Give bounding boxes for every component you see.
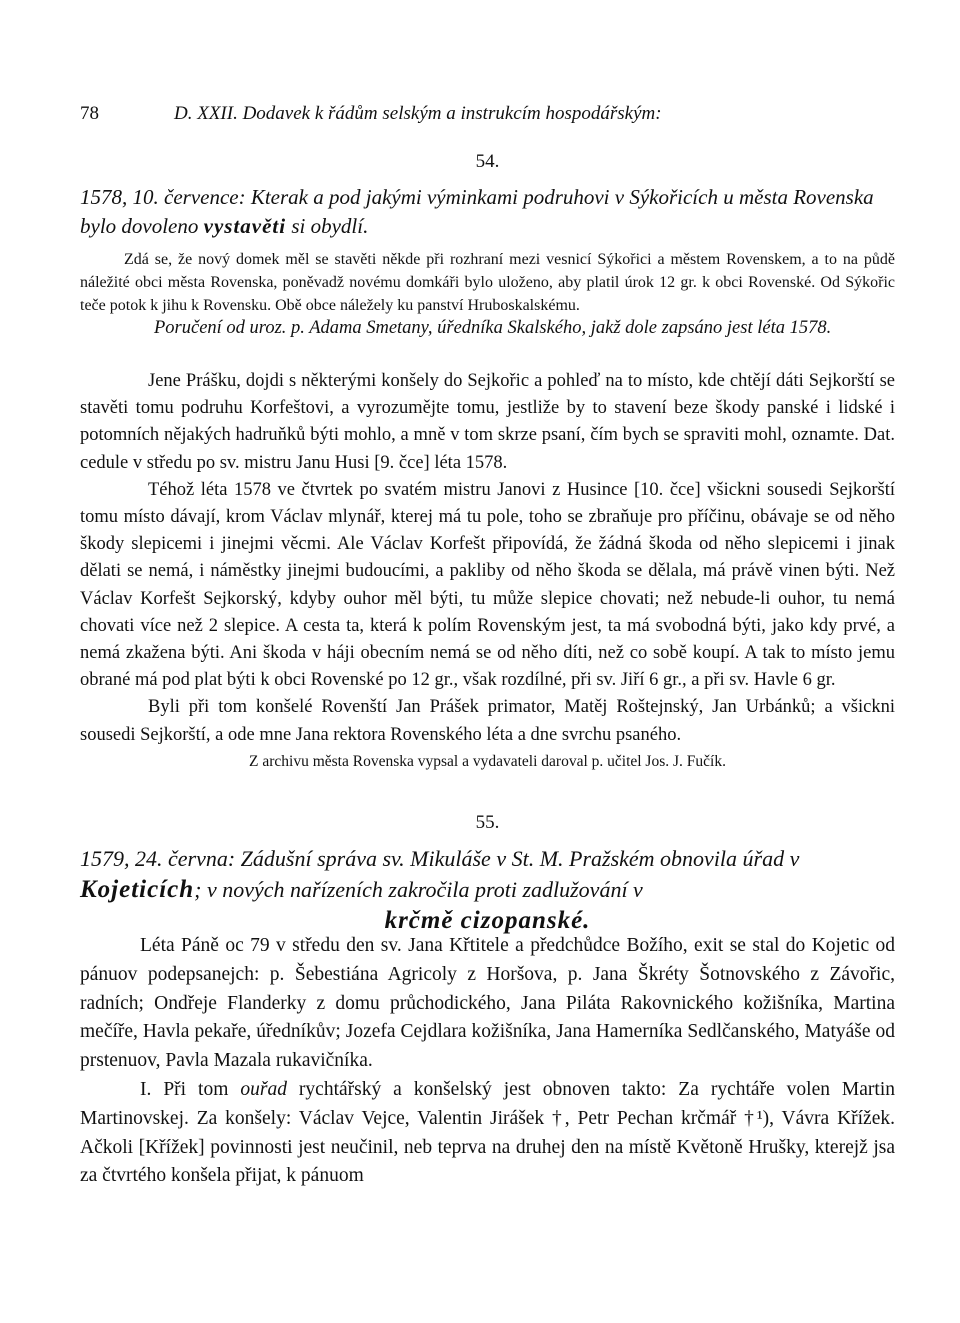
page-number: 78 (80, 103, 99, 124)
heading-text: Kterak a pod jakými výminkami podruhovi v Sýkořicích u města Rovenska bylo dovoleno (80, 185, 874, 238)
heading-emphasis: krčmě cizopanské. (384, 907, 591, 934)
heading-emphasis: vystavěti (203, 214, 287, 238)
body-paragraph: Jene Prášku, dojdi s některými konšely do Sejkořic a pohleď na to místo, kde chtějí dáti Sejkorští se stavěti tomu podruhu Korfeštovi, a vyrozumějte tomu, jestliže by to stavení beze škody panské i lidské i potomních nějakých hadruňků býti mohlo, a mně v tom skrze psaní, čím bych se spraviti mohl, oznamte. Dat. cedule v středu po sv. mistru Janu Husi [9. čce] léta 1578. (80, 371, 895, 473)
paragraph-rest: rychtářský a konšelský jest obnoven takto: Za rychtáře volen Martin Martinovskej. Za konšely: Václav Vejce, Valentin Jirášek †, Petr Pechan krčmář †¹), Vávra Křížek. Ačkoli [Křížek] povinnosti jest neučinil, neb teprva na druhej den na místě Květoně Hrušky, kterejž jsa za čtvrtého konšela přijat, k pánuom (80, 1078, 896, 1187)
paragraph-emphasis: ouřad (240, 1078, 287, 1100)
editorial-summary: Zdá se, že nový domek měl se stavěti někde při rozhraní mezi vesnicí Sýkořici a městem Rovenskem, a to na půdě náležité obci města Rovenska, poněvadž novému domkáři bylo uloženo, aby platil úrok 12 gr. k obci Rovenské. Od Sýkořic teče potok k jihu k Rovensku. Obě obce náležely ku panství Hruboskalskému. (80, 251, 895, 314)
body-paragraph (80, 1076, 895, 1191)
paragraph-start: I. Při tom (140, 1078, 229, 1100)
heading-emphasis: Kojeticích (80, 876, 195, 903)
section-body (80, 368, 895, 771)
heading-text: 1579, 24. června: Zádušní správa sv. Mikuláše v St. M. Pražském obnovila úřad v (80, 846, 800, 871)
section-heading (80, 183, 895, 241)
section-heading (80, 843, 895, 936)
running-title: D. XXII. Dodavek k řádům selským a instrukcím hospodářským: (174, 103, 662, 124)
source-note: Poručení od uroz. p. Adama Smetany, úředníka Skalského, jakž dole zapsáno jest léta 1578. (154, 318, 832, 338)
heading-date: 1578, 10. července: (80, 185, 246, 209)
archive-note: Z archivu města Rovenska vypsal a vydavateli daroval p. učitel Jos. J. Fučík. (249, 752, 726, 770)
section-number: 54. (475, 151, 500, 172)
body-paragraph: Byli při tom konšelé Rovenští Jan Prášek primator, Matěj Roštejnský, Jan Urbánků; a všickni sousedi Sejkorští, a ode mne Jana rektora Rovenského léta a dne svrchu psaného. (80, 697, 895, 745)
body-paragraph: Léta Páně oc 79 v středu den sv. Jana Křtitele a předchůdce Božího, exit se stal do Kojetic od pánuov podepsanejch: p. Šebestiána Agricoly z Horšova, p. Jana Škréty Šotnovského z Závořic, radních; Ondřeje Flanderky z domu průchodického, Jana Piláta Rakovnického kožišníka, Martina mečíře, Havla pekaře, úředníkův; Jozefa Cejdlara kožišníka, Jana Hamerníka Sedlčanského, Matyáše od prstenuov, Pavla Mazala rukavičníka. (80, 935, 895, 1072)
heading-text-end: si obydlí. (291, 214, 369, 238)
heading-text: ; v nových nařízeních zakročila proti zadlužování v (194, 877, 643, 902)
section-number: 55. (475, 812, 500, 833)
body-paragraph: Téhož léta 1578 ve čtvrtek po svatém mistru Janovi z Husince [10. čce] všickni sousedi Sejkorští tomu místo dávají, krom Václav mlynář, kterej má tu pole, toho se zbraňuje pro příčinu, obávaje se od něho škody slepicemi i jinejmi věcmi. Ale Václav Korfešt připovídá, že žádná škoda od něho slepicemi i jinak dělati se nemá, i náměstky jinejmi budoucími, a pakliby od něho škoda se dělala, má právě vinen býti. Než Václav Korfešt Sejkorský, kdyby ouhor měl býti, tu může slepice chovati; než nebude-li ouhor, tu nemá chovati více než 2 slepice. A cesta ta, která k polím Rovenským jest, ta má svobodná býti, jako kdy prvé, a nemá zkažena býti. Ani škoda v háji obecním nemá se od něho díti, než co sobě koupí. A tak to místo jemu obrané má pod plat býti k obci Rovenské po 12 gr., však rozdílné, při sv. Jiří 6 gr., a při sv. Havle 6 gr. (80, 479, 895, 691)
running-header (80, 103, 895, 129)
section-body (80, 932, 895, 1191)
document-page (80, 0, 895, 1323)
